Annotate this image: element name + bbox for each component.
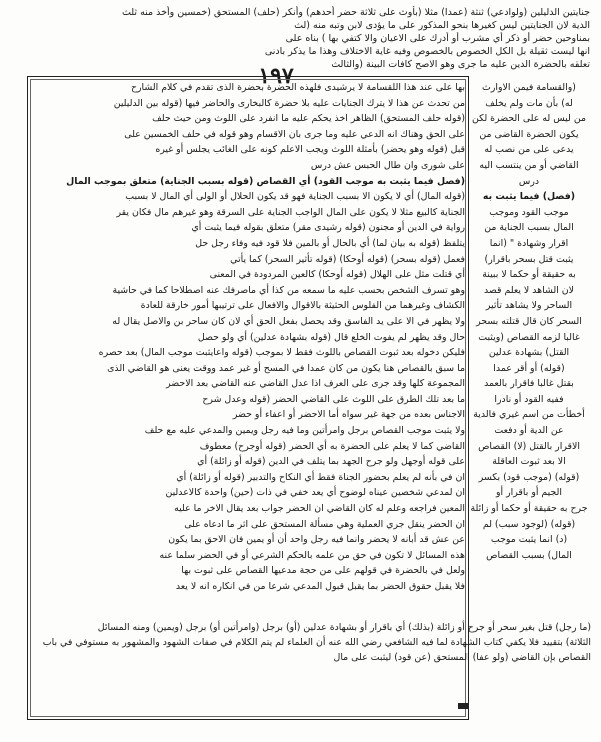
main-line: (قوله المال) أي لا يكون الا بسبب الجناية فهو قد يكون الحلال أو الولى أي المال لا بسبب [125, 191, 465, 203]
printer-mark [458, 703, 468, 709]
main-line: على الحق وهناك انه الدعي عليه وما جرى بان الاقسام وهو قوله في حلف الخمسين على [124, 128, 465, 140]
top-margin-commentary [30, 6, 590, 71]
side-line: غالبا لزمه القصاص (ويثبت [478, 331, 580, 343]
main-line: ان الحضر ينقل جري العملية وهي مسألة المستحق على اثر ما ادعاه على [184, 518, 465, 530]
main-line: وهو تسرف الشخص بحسب عليه ما سمعه من كذا أي ماصرفك عنه اصطلاحا كما في حاشية [112, 284, 465, 296]
main-line: الجناية كالبيع مثلا لا يكون على المال الواجب الجناية على السرقة وهو غيرهم مال فكان يقر [116, 206, 465, 218]
side-line: (د) انما يثبت موجب [490, 534, 568, 546]
side-line: الا بعد ثبوت العاقلة [492, 456, 566, 468]
side-line: (قوله) أو أقر عمدا [493, 362, 565, 374]
side-line: اقرار وشهادة " (انما [489, 237, 569, 249]
side-line: (قوله) (لوجود سبب) لم [482, 518, 576, 530]
side-line: الاقرار بالقتل (لا) القصاص [478, 440, 580, 452]
main-line: (فصل فيما يثبت به موجب القود) أي القصاص (قوله بسبب الجناية) متعلق بموجب المال [66, 175, 465, 187]
main-line: الاجناس بعده من جهة غير سواه أما الاحضر أو اعفاء أو حضر [232, 409, 465, 421]
main-line: يتلفظ (قوله به بيان لما) أي بالحال أو بالمين فلا قود فيه وفاء رجل حل [195, 237, 465, 249]
main-line: ان لمدعي شخصين عيناه لوضوح أي يعد خفي في ذات (حين) واحدة كالاعدلين [165, 487, 465, 499]
main-line: القاضي كما لا يعلم على الحضرة به أي الحضر (قوله أوجرح) معطوف [199, 440, 465, 452]
side-line: جرح به حقيقة أو حكما أو زائلة [470, 503, 588, 515]
main-line: ولا يثبت موجب القصاص برجل وامرأتين وما فيه رجل ويمين والمدعي عليه مع حلف [144, 425, 465, 437]
main-line: على شورى وان طال الحبس عش درس [310, 159, 465, 171]
main-line: ما بعد تلك الطرق على اللوث على القاضي الحضر (قوله وعدل شرح [202, 393, 465, 405]
side-line: عن الدية أو دفعت [494, 425, 564, 437]
side-line: موجب القود وموجب [489, 206, 569, 218]
side-line: ففيه القود أو نادرا [494, 393, 564, 405]
main-line: الكشاف وغيرهما من الفلوس الحثيثة بالاقوال والافعال على ترتيبها أمور خارقة للعادة [140, 300, 465, 312]
main-line: حال وقد يظهر لم يفوت الخلع قال (قوله بشهادة عدلين) أي ولو حصل [197, 331, 465, 343]
main-line: فعمل (قوله بسحر) (قوله أوحكا) (قوله تأثير السحر) كما يأتي [230, 253, 465, 265]
page-number: ١٩٧ [258, 63, 294, 89]
top-line: انها ليست ثقيلة بل الكل الخصوص بالخصوص وفيه غاية الاختلاف وهذا ما يذكر بادنى [264, 46, 590, 57]
main-line: رواية في الدين أو مجنون (قوله رشيدى مقر) متعلق بقوله فيما يثبت أي [191, 222, 465, 234]
side-line: من ليس له على الحضرة لكن [472, 113, 586, 125]
side-line: المال بسبب الجناية من [484, 222, 574, 234]
side-line: له) بأن مات ولم يخلف [485, 97, 573, 109]
side-line: به حقيقة أو حكما لا ببينة [482, 269, 576, 281]
side-line: السحر كان قال قتلته بسحر [476, 315, 582, 327]
main-line: من تحدث عن هذا لا يترك الجنايات عليه بلا حضرة كالبخارى والحاضر فيها (قوله بين الدليلين [113, 97, 465, 109]
side-line: درس [518, 175, 540, 187]
top-line: جنايتين الدليلين (ولوادعي) ثنثة (عمدا) مثلا (بأوث على ثلاثة حضر أحدهم) وأنكر (حلف) المستحق (خمسين وأخذ منه ثلث [121, 7, 590, 18]
main-line: بها على عند هذا اللقسامة لا يرشيدى فلهذه الحضرة بحضرة الذى تقدم في كلام الشارح [130, 82, 465, 93]
side-line: المال) بسبب القصاص [486, 549, 572, 561]
main-line: (قوله حلف المستحق) الظاهر اخذ يحكم عليه ما انفرد على اللوث ومن حيث حلف [152, 113, 465, 125]
side-line: بقتل غالبا فاقرار بالعمد [484, 378, 574, 390]
main-line: ما سبق بالقصاص هنا يكون من كان عمدا في المسح أو غير عمد ووقت يعنى هو القاضي الذى [107, 362, 465, 374]
side-line: (فصل) فيما يثبت به [482, 191, 576, 203]
main-line: المجموعة كلها وقد جرى على العرف اذا عدل القاضي عنه القاضي بعد الاحضر [166, 378, 465, 390]
side-line: يكون الحضرة القاضى من [479, 128, 579, 140]
side-line: (والقسامة فيمن الاوارث [482, 82, 576, 93]
side-line: (قوله) (موجب قود) بكسر [478, 471, 580, 483]
side-matn-column [470, 80, 588, 563]
side-line: القاضي أو من ينتسب اليه [479, 159, 579, 171]
main-line: على قوله أوجهل ولو جرح الجهد بما يتلف في الدين (قوله أو زائلة) أي [197, 456, 465, 468]
main-line: فليكن دخوله بعد ثبوت القصاص باللوث فقط لا بموجب (قوله واعايثبت موجب المال) بعد حصره [98, 347, 465, 359]
top-line: الدية لان الجنايتين ليس كغيرها بنحو المذكور على ما يؤدى لابن وتبه منه (لث [294, 20, 590, 31]
top-line: بمناوحين حضر أو ذكر أي مشرب أو أدرك على الاعيان والا كتفي بها ) بناه على [285, 33, 590, 44]
side-line: يدعى على من نصب له [484, 144, 574, 156]
bottom-line: الثلاثة) بتقييد فلا يكفي كتاب الشهادة لما فيه الشافعي رضي الله عنه أن العلماء لم يتم الكلام في صفات الشهود والمشهور به مستوفي في باب [42, 637, 591, 648]
main-line: ولا يظهر في الا على يد الفاسق وقد يحصل بفعل الحق أي لان كان ساحر بن والاصل يقال له [112, 315, 465, 327]
main-line: هذه المسائل لا تكون في حق من علمه بالحكم الشرعي أو في الحضر سلما عنه [159, 549, 465, 561]
main-line: ان في بأنه لم يعلم بحضور الجناة فقط أي النكاح والتدبير (قوله أو زائلة) أي [176, 471, 465, 483]
main-line: المعين فراجعه وعلم له كان القاضي ان الحضر جواب بعد يقال الاخر ما عليه [174, 503, 465, 515]
side-line: أخطأت من اسم غيري فالدية [473, 409, 585, 421]
main-commentary-column [31, 80, 465, 595]
main-line: فلا يقبل حقوق الحضر بما يقبل قبول المدعي شرعا من في انكاره انه لا يعد [175, 581, 465, 592]
bottom-matn-text [31, 620, 591, 665]
side-line: الجيم أو باقرار أو [495, 487, 563, 499]
main-line: أي قتلت مثل على الهلال (قوله أوحكا) كالعين المردودة في المعنى [209, 269, 465, 281]
main-line: ولعل في بالحضرة في قولهم على من حجة مدعيها القصاص على ثبوت بها [181, 565, 465, 577]
main-line: عن عش قد أبانه لا يحضر وانما فيه رجل واحد أن أو يمين فان الاحق بما يكون [168, 534, 465, 546]
top-line: تعلقه بالحضرة الدين عليه ما جرى وهو الاصح كافات البينة (والثالث [331, 59, 590, 70]
side-line: الساحر ولا يشاهد تأثير [485, 300, 573, 312]
side-line: لان الشاهد لا يعلم قصد [483, 284, 575, 296]
bottom-line: (ما رجل) قتل بغير سحر أو جرح أو زائلة (بذلك) أي باقرار أو بشهادة عدلين (أو) برجل (وامرأتين أو) برجل (ويمين) ومنه المسائل [97, 622, 591, 633]
side-line: يثبت قتل بسحر باقرار) [484, 253, 574, 265]
main-line: قبل (قوله وهو يحضر) بأمثلة اللوث ويجب الاعلم كونه على الغائب يجلس أو غيره [155, 144, 465, 156]
side-line: القتل) بشهادة عدلين [488, 347, 570, 359]
bottom-line: القصاص بإن القاضي (ولو عفا) المستحق (عن قود) ليثبت على مال [333, 652, 591, 663]
